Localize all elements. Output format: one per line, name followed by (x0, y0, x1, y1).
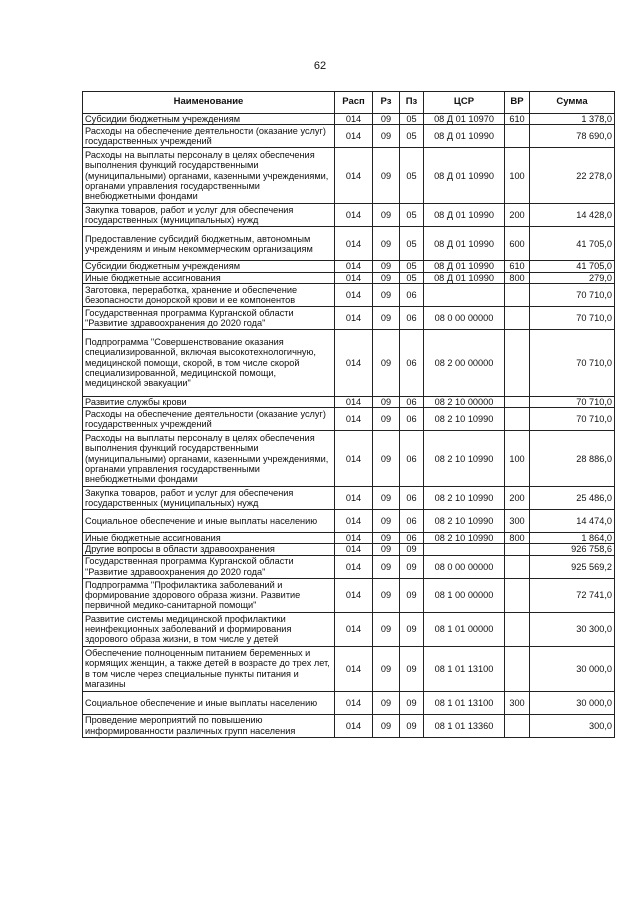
table-row (83, 510, 615, 533)
cell-sum: 30 000,0 (530, 691, 615, 714)
cell-sum: 279,0 (530, 272, 615, 283)
table-row (83, 227, 615, 261)
cell-rasp: 014 (335, 408, 373, 431)
table-body (83, 114, 615, 738)
cell-sum: 72 741,0 (530, 578, 615, 612)
cell-sum: 926 758,6 (530, 544, 615, 555)
cell-vr (505, 125, 530, 148)
header-csr: ЦСР (424, 92, 505, 114)
cell-pz: 05 (400, 261, 424, 272)
table-row (83, 612, 615, 646)
cell-rasp: 014 (335, 261, 373, 272)
cell-rz: 09 (373, 555, 400, 578)
cell-rz: 09 (373, 431, 400, 487)
cell-vr (505, 646, 530, 691)
cell-rz: 09 (373, 612, 400, 646)
cell-rasp: 014 (335, 396, 373, 407)
cell-sum: 30 300,0 (530, 612, 615, 646)
table-row (83, 283, 615, 306)
cell-csr (424, 283, 505, 306)
cell-rz: 09 (373, 272, 400, 283)
table-row (83, 306, 615, 329)
cell-name: Закупка товаров, работ и услуг для обеспечения государственных (муниципальных) нужд (83, 487, 335, 510)
table-row (83, 714, 615, 737)
header-rasp: Расп (335, 92, 373, 114)
cell-rasp: 014 (335, 487, 373, 510)
cell-sum: 70 710,0 (530, 408, 615, 431)
cell-csr: 08 2 10 10990 (424, 431, 505, 487)
cell-rz: 09 (373, 533, 400, 544)
cell-csr: 08 0 00 00000 (424, 306, 505, 329)
cell-name: Социальное обеспечение и иные выплаты населению (83, 691, 335, 714)
header-pz: Пз (400, 92, 424, 114)
cell-rasp: 014 (335, 646, 373, 691)
cell-pz: 05 (400, 125, 424, 148)
cell-csr: 08 2 00 00000 (424, 329, 505, 396)
cell-name: Субсидии бюджетным учреждениям (83, 261, 335, 272)
cell-name: Обеспечение полноценным питанием беременных и кормящих женщин, а также детей в возрасте до трех лет, в том числе через специальные пункты питания и магазины (83, 646, 335, 691)
table-row (83, 114, 615, 125)
cell-name: Развитие системы медицинской профилактики неинфекционных заболеваний и формирования здорового образа жизни, в том числе у детей (83, 612, 335, 646)
cell-rz: 09 (373, 714, 400, 737)
cell-rz: 09 (373, 691, 400, 714)
cell-pz: 06 (400, 283, 424, 306)
cell-vr (505, 329, 530, 396)
cell-csr: 08 2 10 00000 (424, 396, 505, 407)
table-row (83, 544, 615, 555)
cell-sum: 925 569,2 (530, 555, 615, 578)
cell-rasp: 014 (335, 714, 373, 737)
cell-vr (505, 408, 530, 431)
cell-csr: 08 1 01 13100 (424, 691, 505, 714)
cell-vr (505, 544, 530, 555)
cell-pz: 05 (400, 272, 424, 283)
cell-pz: 09 (400, 544, 424, 555)
cell-name: Иные бюджетные ассигнования (83, 533, 335, 544)
table-row (83, 148, 615, 204)
cell-pz: 09 (400, 714, 424, 737)
table-row (83, 396, 615, 407)
cell-name: Предоставление субсидий бюджетным, автономным учреждениям и иным некоммерческим организациям (83, 227, 335, 261)
cell-rasp: 014 (335, 329, 373, 396)
cell-pz: 06 (400, 487, 424, 510)
cell-pz: 06 (400, 408, 424, 431)
cell-vr (505, 612, 530, 646)
cell-csr: 08 2 10 10990 (424, 510, 505, 533)
table-row (83, 555, 615, 578)
cell-vr (505, 306, 530, 329)
cell-csr: 08 1 01 13360 (424, 714, 505, 737)
cell-csr: 08 Д 01 10990 (424, 148, 505, 204)
cell-sum: 25 486,0 (530, 487, 615, 510)
header-sum: Сумма (530, 92, 615, 114)
cell-rz: 09 (373, 544, 400, 555)
cell-name: Субсидии бюджетным учреждениям (83, 114, 335, 125)
table-row (83, 691, 615, 714)
cell-rz: 09 (373, 408, 400, 431)
cell-name: Подпрограмма "Профилактика заболеваний и формирование здорового образа жизни. Развитие первичной медико-санитарной помощи" (83, 578, 335, 612)
cell-pz: 09 (400, 555, 424, 578)
cell-rasp: 014 (335, 555, 373, 578)
table-row (83, 261, 615, 272)
table-row (83, 125, 615, 148)
header-rz: Рз (373, 92, 400, 114)
cell-rz: 09 (373, 261, 400, 272)
cell-pz: 06 (400, 431, 424, 487)
cell-rz: 09 (373, 646, 400, 691)
cell-rz: 09 (373, 510, 400, 533)
cell-sum: 14 428,0 (530, 204, 615, 227)
cell-pz: 09 (400, 691, 424, 714)
cell-csr: 08 0 00 00000 (424, 555, 505, 578)
cell-rasp: 014 (335, 612, 373, 646)
page-number: 62 (313, 60, 327, 72)
cell-csr: 08 Д 01 10990 (424, 261, 505, 272)
table-row (83, 533, 615, 544)
cell-csr: 08 Д 01 10990 (424, 125, 505, 148)
table-row (83, 487, 615, 510)
cell-rz: 09 (373, 283, 400, 306)
cell-pz: 09 (400, 578, 424, 612)
cell-pz: 05 (400, 227, 424, 261)
cell-rz: 09 (373, 306, 400, 329)
cell-vr: 100 (505, 431, 530, 487)
cell-vr (505, 396, 530, 407)
cell-vr (505, 555, 530, 578)
cell-name: Проведение мероприятий по повышению информированности различных групп населения (83, 714, 335, 737)
cell-csr (424, 544, 505, 555)
cell-pz: 06 (400, 510, 424, 533)
cell-rasp: 014 (335, 148, 373, 204)
cell-pz: 06 (400, 396, 424, 407)
cell-rasp: 014 (335, 431, 373, 487)
cell-vr: 100 (505, 148, 530, 204)
cell-pz: 09 (400, 646, 424, 691)
header-vr: ВР (505, 92, 530, 114)
cell-sum: 22 278,0 (530, 148, 615, 204)
cell-sum: 41 705,0 (530, 261, 615, 272)
cell-rz: 09 (373, 148, 400, 204)
cell-name: Другие вопросы в области здравоохранения (83, 544, 335, 555)
cell-sum: 300,0 (530, 714, 615, 737)
cell-pz: 06 (400, 329, 424, 396)
table-row (83, 272, 615, 283)
cell-name: Развитие службы крови (83, 396, 335, 407)
cell-name: Иные бюджетные ассигнования (83, 272, 335, 283)
cell-sum: 70 710,0 (530, 306, 615, 329)
cell-name: Расходы на выплаты персоналу в целях обеспечения выполнения функций государственными (муниципальными) органами, казенными учреждениями, органами управления государственными внебюджетными фондами (83, 431, 335, 487)
header-name: Наименование (83, 92, 335, 114)
cell-sum: 14 474,0 (530, 510, 615, 533)
cell-csr: 08 2 10 10990 (424, 487, 505, 510)
cell-sum: 1 864,0 (530, 533, 615, 544)
cell-name: Государственная программа Курганской области "Развитие здравоохранения до 2020 года" (83, 306, 335, 329)
cell-csr: 08 Д 01 10990 (424, 272, 505, 283)
cell-rasp: 014 (335, 227, 373, 261)
cell-rz: 09 (373, 487, 400, 510)
cell-rz: 09 (373, 329, 400, 396)
cell-name: Заготовка, переработка, хранение и обеспечение безопасности донорской крови и ее компонентов (83, 283, 335, 306)
cell-csr: 08 1 01 00000 (424, 612, 505, 646)
cell-pz: 06 (400, 306, 424, 329)
cell-vr: 200 (505, 487, 530, 510)
cell-rasp: 014 (335, 578, 373, 612)
cell-csr: 08 Д 01 10970 (424, 114, 505, 125)
cell-sum: 41 705,0 (530, 227, 615, 261)
cell-rz: 09 (373, 578, 400, 612)
cell-name: Подпрограмма "Совершенствование оказания специализированной, включая высокотехнологичную, медицинской помощи, скорой, в том числе скорой специализированной, медицинской помощи, медицинской эвакуации" (83, 329, 335, 396)
cell-name: Расходы на обеспечение деятельности (оказание услуг) государственных учреждений (83, 408, 335, 431)
cell-sum: 70 710,0 (530, 329, 615, 396)
cell-vr: 300 (505, 691, 530, 714)
cell-name: Расходы на обеспечение деятельности (оказание услуг) государственных учреждений (83, 125, 335, 148)
cell-vr: 800 (505, 272, 530, 283)
cell-rasp: 014 (335, 272, 373, 283)
cell-vr: 610 (505, 114, 530, 125)
cell-sum: 30 000,0 (530, 646, 615, 691)
cell-pz: 06 (400, 533, 424, 544)
cell-pz: 05 (400, 148, 424, 204)
cell-rasp: 014 (335, 544, 373, 555)
table-row (83, 329, 615, 396)
cell-vr: 800 (505, 533, 530, 544)
cell-pz: 05 (400, 114, 424, 125)
cell-csr: 08 2 10 10990 (424, 533, 505, 544)
table-row (83, 408, 615, 431)
cell-rz: 09 (373, 227, 400, 261)
cell-vr: 300 (505, 510, 530, 533)
table-row (83, 431, 615, 487)
cell-rz: 09 (373, 396, 400, 407)
table-header-row (83, 92, 615, 114)
table-row (83, 578, 615, 612)
cell-pz: 09 (400, 612, 424, 646)
cell-rasp: 014 (335, 306, 373, 329)
cell-rz: 09 (373, 125, 400, 148)
cell-vr (505, 283, 530, 306)
cell-rz: 09 (373, 114, 400, 125)
cell-vr: 600 (505, 227, 530, 261)
table-row (83, 646, 615, 691)
cell-name: Расходы на выплаты персоналу в целях обеспечения выполнения функций государственными (муниципальными) органами, казенными учреждениями, органами управления государственными внебюджетными фондами (83, 148, 335, 204)
cell-sum: 78 690,0 (530, 125, 615, 148)
cell-rasp: 014 (335, 283, 373, 306)
cell-csr: 08 1 00 00000 (424, 578, 505, 612)
cell-sum: 28 886,0 (530, 431, 615, 487)
budget-table (82, 91, 615, 738)
cell-vr: 200 (505, 204, 530, 227)
cell-sum: 1 378,0 (530, 114, 615, 125)
cell-rasp: 014 (335, 125, 373, 148)
cell-rasp: 014 (335, 691, 373, 714)
cell-pz: 05 (400, 204, 424, 227)
cell-rz: 09 (373, 204, 400, 227)
cell-vr: 610 (505, 261, 530, 272)
cell-sum: 70 710,0 (530, 396, 615, 407)
cell-name: Государственная программа Курганской области "Развитие здравоохранения до 2020 года" (83, 555, 335, 578)
cell-rasp: 014 (335, 510, 373, 533)
cell-sum: 70 710,0 (530, 283, 615, 306)
cell-csr: 08 Д 01 10990 (424, 227, 505, 261)
cell-vr (505, 714, 530, 737)
cell-name: Социальное обеспечение и иные выплаты населению (83, 510, 335, 533)
cell-name: Закупка товаров, работ и услуг для обеспечения государственных (муниципальных) нужд (83, 204, 335, 227)
cell-rasp: 014 (335, 114, 373, 125)
cell-vr (505, 578, 530, 612)
cell-csr: 08 Д 01 10990 (424, 204, 505, 227)
cell-csr: 08 2 10 10990 (424, 408, 505, 431)
cell-rasp: 014 (335, 204, 373, 227)
table-row (83, 204, 615, 227)
cell-csr: 08 1 01 13100 (424, 646, 505, 691)
cell-rasp: 014 (335, 533, 373, 544)
